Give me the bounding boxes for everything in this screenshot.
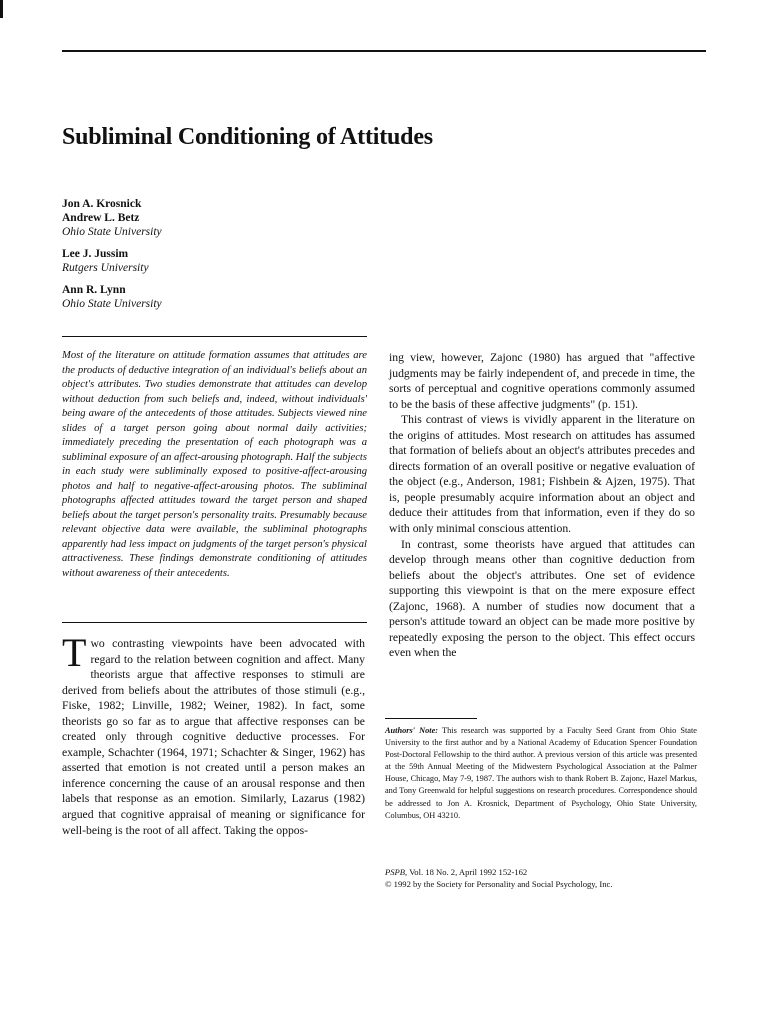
author-name: Jon A. Krosnick: [62, 198, 142, 210]
article-title: Subliminal Conditioning of Attitudes: [62, 124, 433, 150]
body-paragraph: ing view, however, Zajonc (1980) has argued that "affective judgments may be fairly independent of, and precede in time, the sorts of perceptual and cognitive operations commonly assumed to be the basis of these affective judgments" (p. 151).: [389, 351, 695, 411]
author-name: Lee J. Jussim: [62, 248, 129, 260]
authors-note-label: Authors' Note:: [385, 726, 439, 735]
author-affiliation: Ohio State University: [62, 226, 162, 238]
citation-details: , Vol. 18 No. 2, April 1992 152-162: [405, 867, 528, 877]
drop-cap: T: [62, 630, 87, 675]
author-block: [62, 197, 162, 311]
body-paragraph: In contrast, some theorists have argued that attitudes can develop through means other than cognitive deduction from beliefs about the object's attributes. One set of evidence supporting this viewpoint is that on the mere exposure effect (Zajonc, 1968). A number of studies now document that a person's attitude toward an object can be made more positive by repeatedly exposing the person to the object. This effect occurs even when the: [389, 537, 695, 660]
abstract-text: Most of the literature on attitude formation assumes that attitudes are the products of deductive integration of an individual's beliefs about an object's attributes. Two studies demonstrate that attitudes can develop without deduction from such beliefs and, indeed, without individuals' being aware of the antecedents of those attitudes. Subjects viewed nine slides of a target person going about normal daily activities; immediately preceding the presentation of each photograph was a subliminal exposure of an affect-arousing photograph. Half the subjects in each study were subliminally exposed to positive-affect-arousing photos and half to negative-affect-arousing photos. The subliminal photographs affected attitudes toward the target person and shaped beliefs about the target person's personality traits. Presumably because relevant objective data were available, the subliminal photographs apparently had less impact on judgments of the target person's physical attractiveness. These findings demonstrate conditioning of attitudes without awareness of their antecedents.: [62, 350, 367, 579]
citation-line: [385, 866, 705, 878]
abstract-top-rule: [62, 336, 367, 337]
header-rule: [62, 50, 706, 52]
intro-text: wo contrasting viewpoints have been advocated with regard to the relation between cognition and affect. Many theorists argue that affective responses to stimuli are derived from beliefs about the attributes of those stimuli (e.g., Fiske, 1982; Linville, 1982; Weiner, 1982). In fact, some theorists go so far as to argue that affective responses can be created only through cognitive deductive processes. For example, Schachter (1964, 1971; Schachter & Singer, 1962) has asserted that emotion is not created until a person makes an inference concerning the cause of an arousal response and then labels that response as an emotion. Similarly, Lazarus (1982) argued that cognitive appraisal of meaning or significance for well-being is the root of all affect. Taking the oppos-: [62, 637, 365, 837]
authors-note: [385, 725, 697, 822]
abstract: [62, 349, 367, 581]
author-affiliation: Ohio State University: [62, 298, 162, 310]
intro-paragraph: [62, 630, 365, 838]
abstract-bottom-rule: [62, 622, 367, 623]
author-affiliation: Rutgers University: [62, 262, 149, 274]
citation-footer: [385, 866, 705, 890]
body-column-right: [389, 350, 695, 661]
authors-note-text: This research was supported by a Faculty Seed Grant from Ohio State University to the first author and by a National Academy of Education Spencer Foundation Post-Doctoral Fellowship to the third author. A previous version of this article was presented at the 59th Annual Meeting of the Midwestern Psychological Association at the Palmer House, Chicago, May 7-9, 1987. The authors wish to thank Robert B. Zajonc, Hazel Markus, and Tony Greenwald for helpful suggestions on research procedures. Correspondence should be addressed to Jon A. Krosnick, Department of Psychology, Ohio State University, Columbus, OH 43210.: [385, 726, 697, 820]
footnote-rule: [385, 718, 477, 719]
author-name: Andrew L. Betz: [62, 212, 140, 224]
page-edge-mark: [0, 0, 3, 18]
body-paragraph: This contrast of views is vividly apparent in the literature on the origins of attitudes. Most research on attitudes has assumed that formation of beliefs about an object's attributes precedes and directs formation of an overall positive or negative evaluation of the object (e.g., Anderson, 1981; Fishbein & Ajzen, 1975). That is, people presumably acquire information about an object and deduce their attitudes from that information, even if they do so with only minimal conscious attention.: [389, 413, 695, 536]
author-name: Ann R. Lynn: [62, 284, 126, 296]
copyright-line: © 1992 by the Society for Personality and Social Psychology, Inc.: [385, 879, 613, 889]
journal-name: PSPB: [385, 867, 406, 877]
body-column-left: [62, 630, 365, 838]
